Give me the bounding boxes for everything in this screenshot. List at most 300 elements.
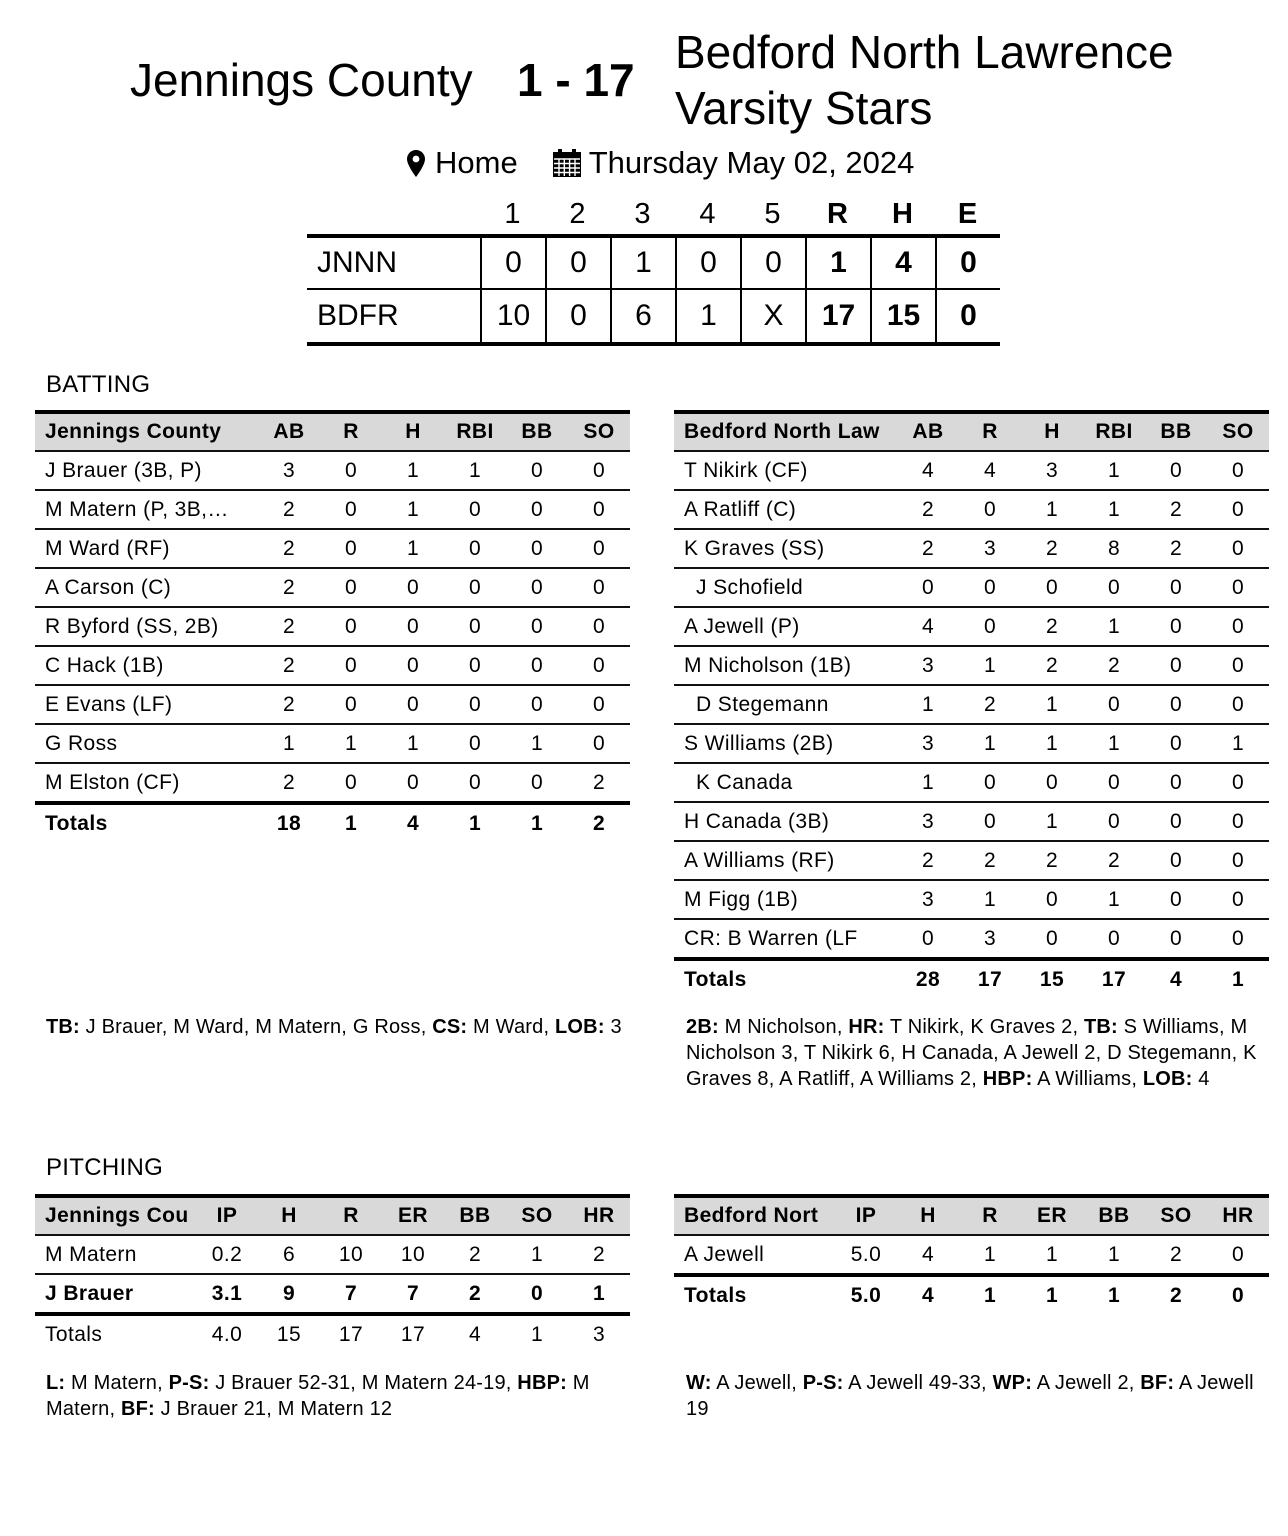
stat-so: 0 (1231, 614, 1245, 638)
note-label: TB: (1083, 1016, 1118, 1038)
stat-ab: 3 (921, 887, 935, 911)
stat-rbi: 0 (1107, 770, 1121, 794)
note-text: M Matern, (65, 1372, 169, 1394)
column-header-h: H (1044, 420, 1060, 443)
column-header-ab: AB (273, 420, 305, 443)
note-text: M Matern, (46, 1372, 590, 1420)
note-label: P-S: (802, 1372, 844, 1394)
stat-r: 0 (344, 653, 358, 677)
table-row (674, 920, 1269, 961)
stat-r: 0 (344, 692, 358, 716)
totals-label: Totals (45, 811, 108, 835)
note-label: BF: (1140, 1372, 1175, 1394)
stat-ab: 2 (282, 497, 296, 521)
stat-h: 0 (1045, 887, 1059, 911)
stat-bb: 0 (1169, 575, 1183, 599)
stat-r: 0 (983, 770, 997, 794)
total-rbi: 1 (468, 811, 482, 835)
batting-notes-away (46, 1014, 624, 1040)
stat-h: 1 (1045, 692, 1059, 716)
total-r: 17 (338, 1322, 364, 1346)
batting-notes-home (686, 1014, 1264, 1092)
table-header-row (35, 410, 630, 452)
stat-er: 7 (406, 1281, 420, 1305)
stat-r: 0 (344, 614, 358, 638)
stat-rbi: 1 (468, 458, 482, 482)
stat-ab: 2 (282, 575, 296, 599)
stat-r: 1 (344, 731, 358, 755)
stat-so: 2 (592, 770, 606, 794)
stat-ab: 2 (282, 770, 296, 794)
home-team-name: Bedford North Lawrence Varsity Stars (675, 26, 1174, 134)
inning-runs: 10 (480, 290, 545, 342)
stat-hr: 1 (592, 1281, 606, 1305)
linescore-total-e: 0 (935, 238, 1000, 288)
total-ip: 4.0 (211, 1322, 243, 1346)
column-header-bb: BB (1160, 420, 1192, 443)
stat-r: 0 (344, 497, 358, 521)
total-bb: 4 (468, 1322, 482, 1346)
stat-bb: 0 (1169, 770, 1183, 794)
stat-rbi: 0 (468, 770, 482, 794)
player-name: A Jewell (684, 1242, 765, 1266)
stat-bb: 0 (530, 770, 544, 794)
player-name: A Ratliff (C) (684, 497, 797, 521)
table-row (674, 725, 1269, 764)
table-row (35, 1236, 630, 1275)
stat-h: 2 (1045, 614, 1059, 638)
total-ip: 5.0 (850, 1283, 882, 1307)
total-r: 1 (983, 1283, 997, 1307)
inning-header: 3 (634, 198, 651, 230)
stat-ab: 1 (921, 692, 935, 716)
stat-ip: 5.0 (850, 1242, 882, 1266)
stat-bb: 0 (1169, 614, 1183, 638)
stat-r: 2 (983, 848, 997, 872)
stat-h: 0 (406, 614, 420, 638)
stat-h: 2 (1045, 653, 1059, 677)
note-label: HR: (848, 1016, 885, 1038)
total-h: 4 (406, 811, 420, 835)
stat-h: 1 (406, 536, 420, 560)
table-row (674, 569, 1269, 608)
stat-h: 0 (1045, 575, 1059, 599)
total-h: 4 (921, 1283, 935, 1307)
note-text: J Brauer 52-31, M Matern 24-19, (209, 1372, 518, 1394)
stat-bb: 0 (1169, 731, 1183, 755)
stat-h: 9 (282, 1281, 296, 1305)
note-label: HBP: (517, 1372, 567, 1394)
stat-ab: 1 (921, 770, 935, 794)
stat-so: 0 (1231, 809, 1245, 833)
linescore-row (307, 238, 1000, 290)
total-ab: 18 (276, 811, 302, 835)
stat-rbi: 2 (1107, 848, 1121, 872)
inning-runs: 1 (610, 238, 675, 288)
linescore-total-h: 4 (870, 238, 935, 288)
game-date: Thursday May 02, 2024 (588, 145, 915, 180)
inning-runs: 0 (675, 238, 740, 288)
stat-r: 1 (983, 731, 997, 755)
total-so: 1 (530, 1322, 544, 1346)
linescore-total-h: 15 (870, 290, 935, 342)
stat-ab: 3 (282, 458, 296, 482)
stat-r: 0 (983, 497, 997, 521)
player-name: A Jewell (P) (684, 614, 800, 638)
stat-h: 0 (406, 770, 420, 794)
total-so: 1 (1231, 967, 1245, 991)
inning-runs: X (740, 290, 805, 342)
totals-row (35, 1316, 630, 1353)
stat-so: 0 (592, 458, 606, 482)
player-name: S Williams (2B) (684, 731, 834, 755)
stat-r: 2 (983, 692, 997, 716)
away-team-name: Jennings County (130, 54, 473, 106)
stat-bb: 1 (1107, 1242, 1121, 1266)
note-text: T Nikirk, K Graves 2, (884, 1016, 1084, 1038)
stat-er: 10 (400, 1242, 426, 1266)
pitching-table-away (35, 1194, 630, 1353)
stat-bb: 0 (530, 692, 544, 716)
column-header-team: Jennings County (45, 420, 222, 443)
stat-rbi: 1 (1107, 731, 1121, 755)
stat-r: 0 (344, 770, 358, 794)
stat-so: 0 (1231, 497, 1245, 521)
table-header-row (674, 1194, 1269, 1236)
total-r: 1 (344, 811, 358, 835)
stat-h: 1 (406, 497, 420, 521)
stat-so: 0 (1231, 770, 1245, 794)
batting-table-home (674, 410, 1269, 998)
stat-so: 0 (1231, 692, 1245, 716)
column-header-r: R (343, 1204, 359, 1227)
note-text: A Jewell, (711, 1372, 803, 1394)
stat-rbi: 0 (1107, 692, 1121, 716)
stat-so: 0 (592, 692, 606, 716)
linescore-header (307, 196, 1000, 232)
note-text: 3 (604, 1016, 622, 1038)
stat-so: 0 (1231, 926, 1245, 950)
column-header-so: SO (1160, 1204, 1192, 1227)
stat-bb: 2 (468, 1281, 482, 1305)
column-header-team: Jennings Cou (45, 1204, 189, 1227)
player-name: H Canada (3B) (684, 809, 830, 833)
table-row (674, 530, 1269, 569)
stat-so: 0 (592, 653, 606, 677)
table-row (674, 608, 1269, 647)
stat-bb: 2 (1169, 536, 1183, 560)
stat-h: 1 (1045, 497, 1059, 521)
note-label: LOB: (1142, 1068, 1193, 1090)
player-name: A Carson (C) (45, 575, 172, 599)
column-header-r: R (982, 420, 998, 443)
player-name: K Graves (SS) (684, 536, 825, 560)
total-hr: 3 (592, 1322, 606, 1346)
player-name: M Elston (CF) (45, 770, 180, 794)
stat-so: 0 (1231, 536, 1245, 560)
linescore-row (307, 290, 1000, 342)
total-bb: 1 (1107, 1283, 1121, 1307)
stat-so: 0 (1231, 458, 1245, 482)
note-label: HBP: (982, 1068, 1033, 1090)
note-text: A Jewell 19 (686, 1372, 1254, 1420)
total-ab: 28 (915, 967, 941, 991)
linescore-team: JNNN (317, 246, 397, 279)
stat-r: 4 (983, 458, 997, 482)
note-label: LOB: (555, 1016, 605, 1038)
column-header-h: H (405, 420, 421, 443)
stat-bb: 0 (1169, 692, 1183, 716)
stat-ip: 0.2 (211, 1242, 243, 1266)
total-er: 1 (1045, 1283, 1059, 1307)
stat-h: 2 (1045, 848, 1059, 872)
stat-bb: 0 (1169, 887, 1183, 911)
totals-row (35, 805, 630, 842)
stat-r: 3 (983, 536, 997, 560)
stat-rbi: 0 (468, 692, 482, 716)
note-text: M Ward, (467, 1016, 555, 1038)
player-name: J Brauer (3B, P) (45, 458, 202, 482)
total-h: 15 (276, 1322, 302, 1346)
column-header-team: Bedford North Law (684, 420, 880, 443)
stat-h: 2 (1045, 536, 1059, 560)
stat-ab: 1 (282, 731, 296, 755)
stat-ab: 4 (921, 458, 935, 482)
stat-so: 2 (1169, 1242, 1183, 1266)
note-label: 2B: (686, 1016, 719, 1038)
stat-so: 0 (1231, 653, 1245, 677)
stat-rbi: 0 (468, 536, 482, 560)
table-row (674, 842, 1269, 881)
stat-bb: 0 (530, 653, 544, 677)
column-header-hr: HR (583, 1204, 615, 1227)
stat-rbi: 0 (1107, 809, 1121, 833)
game-info (405, 143, 914, 183)
stat-hr: 2 (592, 1242, 606, 1266)
stat-r: 0 (983, 614, 997, 638)
table-header-row (674, 410, 1269, 452)
stat-r: 7 (344, 1281, 358, 1305)
total-so: 2 (592, 811, 606, 835)
stat-so: 0 (1231, 575, 1245, 599)
totals-label: Totals (684, 967, 747, 991)
table-row (35, 647, 630, 686)
stat-so: 0 (1231, 887, 1245, 911)
stat-ab: 2 (282, 653, 296, 677)
column-header-h: H (920, 1204, 936, 1227)
inning-runs: 0 (480, 238, 545, 288)
player-name: M Matern (45, 1242, 137, 1266)
stat-r: 0 (983, 575, 997, 599)
note-label: TB: (46, 1016, 80, 1038)
stat-ab: 2 (282, 614, 296, 638)
stat-h: 6 (282, 1242, 296, 1266)
totals-row (674, 1277, 1269, 1314)
stat-so: 0 (592, 575, 606, 599)
note-text: J Brauer, M Ward, M Matern, G Ross, (79, 1016, 433, 1038)
note-text: A Jewell 49-33, (843, 1372, 993, 1394)
stat-bb: 0 (1169, 809, 1183, 833)
table-row (674, 491, 1269, 530)
stat-bb: 0 (530, 575, 544, 599)
stat-rbi: 0 (468, 575, 482, 599)
table-row (35, 530, 630, 569)
column-header-so: SO (521, 1204, 553, 1227)
column-header-er: ER (1037, 1204, 1067, 1227)
player-name: M Matern (P, 3B,… (45, 497, 229, 521)
stat-rbi: 0 (468, 731, 482, 755)
linescore-total-header-r: R (827, 198, 848, 230)
stat-so: 1 (1231, 731, 1245, 755)
pitching-notes-home (686, 1370, 1264, 1422)
column-header-hr: HR (1222, 1204, 1254, 1227)
linescore-header-spacer (307, 196, 480, 232)
note-text: 4 (1192, 1068, 1210, 1090)
stat-ab: 0 (921, 926, 935, 950)
player-name: M Ward (RF) (45, 536, 170, 560)
stat-bb: 0 (1169, 848, 1183, 872)
total-h: 15 (1039, 967, 1065, 991)
table-row (35, 491, 630, 530)
stat-bb: 1 (530, 731, 544, 755)
stat-ab: 2 (282, 692, 296, 716)
stat-so: 1 (530, 1242, 544, 1266)
note-label: P-S: (168, 1372, 210, 1394)
stat-r: 1 (983, 1242, 997, 1266)
stat-rbi: 1 (1107, 458, 1121, 482)
player-name: A Williams (RF) (684, 848, 835, 872)
pitching-table-home (674, 1194, 1269, 1314)
total-hr: 0 (1231, 1283, 1245, 1307)
stat-bb: 0 (530, 458, 544, 482)
stat-rbi: 0 (468, 614, 482, 638)
linescore-total-header-h: H (892, 198, 913, 230)
stat-r: 0 (344, 536, 358, 560)
stat-ip: 3.1 (211, 1281, 243, 1305)
player-name: J Schofield (696, 575, 804, 599)
note-label: CS: (432, 1016, 468, 1038)
stat-h: 1 (406, 458, 420, 482)
column-header-so: SO (1222, 420, 1254, 443)
stat-r: 0 (344, 575, 358, 599)
stat-rbi: 8 (1107, 536, 1121, 560)
stat-rbi: 2 (1107, 653, 1121, 677)
stat-bb: 0 (530, 497, 544, 521)
stat-rbi: 1 (1107, 497, 1121, 521)
pitching-section-label: PITCHING (46, 1154, 164, 1181)
table-row (674, 452, 1269, 491)
stat-r: 1 (983, 653, 997, 677)
player-name: K Canada (696, 770, 793, 794)
stat-h: 0 (1045, 926, 1059, 950)
stat-hr: 0 (1231, 1242, 1245, 1266)
inning-header: 4 (699, 198, 716, 230)
stat-ab: 4 (921, 614, 935, 638)
inning-header: 1 (504, 198, 521, 230)
table-row (674, 803, 1269, 842)
total-so: 2 (1169, 1283, 1183, 1307)
stat-h: 1 (1045, 809, 1059, 833)
stat-r: 3 (983, 926, 997, 950)
player-name: T Nikirk (CF) (684, 458, 808, 482)
stat-r: 0 (983, 809, 997, 833)
note-label: L: (46, 1372, 66, 1394)
totals-row (674, 961, 1269, 998)
stat-ab: 2 (921, 497, 935, 521)
column-header-team: Bedford Nort (684, 1204, 819, 1227)
stat-h: 3 (1045, 458, 1059, 482)
map-pin-icon (407, 150, 425, 177)
inning-runs: 6 (610, 290, 675, 342)
stat-so: 0 (530, 1281, 544, 1305)
stat-rbi: 0 (468, 497, 482, 521)
stat-h: 0 (406, 653, 420, 677)
stat-rbi: 1 (1107, 887, 1121, 911)
stat-h: 1 (1045, 731, 1059, 755)
column-header-h: H (281, 1204, 297, 1227)
linescore-team: BDFR (317, 299, 399, 332)
note-text: A Williams, (1032, 1068, 1143, 1090)
player-name: G Ross (45, 731, 118, 755)
stat-r: 10 (338, 1242, 364, 1266)
table-row (35, 569, 630, 608)
table-row (674, 1236, 1269, 1277)
stat-h: 0 (406, 692, 420, 716)
column-header-bb: BB (521, 420, 553, 443)
stat-so: 0 (592, 731, 606, 755)
table-header-row (35, 1194, 630, 1236)
final-score: 1 - 17 (517, 54, 635, 106)
calendar-icon (553, 149, 581, 177)
linescore (307, 234, 1000, 346)
inning-header: 5 (764, 198, 781, 230)
inning-runs: 1 (675, 290, 740, 342)
inning-runs: 0 (740, 238, 805, 288)
stat-r: 0 (344, 458, 358, 482)
note-text: S Williams, M Nicholson 3, T Nikirk 6, H Canada, A Jewell 2, D Stegemann, K Graves 8, A Ratliff, A Williams 2, (686, 1016, 1257, 1090)
linescore-total-r: 1 (805, 238, 870, 288)
table-row (35, 686, 630, 725)
stat-h: 0 (1045, 770, 1059, 794)
note-text: M Nicholson, (718, 1016, 849, 1038)
linescore-total-e: 0 (935, 290, 1000, 342)
stat-ab: 2 (282, 536, 296, 560)
column-header-ab: AB (912, 420, 944, 443)
pitching-notes-away (46, 1370, 624, 1422)
stat-ab: 2 (921, 536, 935, 560)
column-header-bb: BB (1098, 1204, 1130, 1227)
stat-bb: 0 (1169, 458, 1183, 482)
stat-er: 1 (1045, 1242, 1059, 1266)
inning-runs: 0 (545, 290, 610, 342)
table-row (35, 452, 630, 491)
column-header-ip: IP (855, 1204, 877, 1227)
column-header-r: R (982, 1204, 998, 1227)
table-row (674, 647, 1269, 686)
stat-bb: 0 (530, 614, 544, 638)
batting-table-away (35, 410, 630, 842)
note-label: BF: (120, 1398, 155, 1420)
column-header-rbi: RBI (456, 420, 494, 443)
table-row (674, 764, 1269, 803)
player-name: M Nicholson (1B) (684, 653, 852, 677)
player-name: M Figg (1B) (684, 887, 799, 911)
inning-runs: 0 (545, 238, 610, 288)
column-header-ip: IP (216, 1204, 238, 1227)
inning-header: 2 (569, 198, 586, 230)
stat-r: 1 (983, 887, 997, 911)
batting-section-label: BATTING (46, 371, 151, 398)
